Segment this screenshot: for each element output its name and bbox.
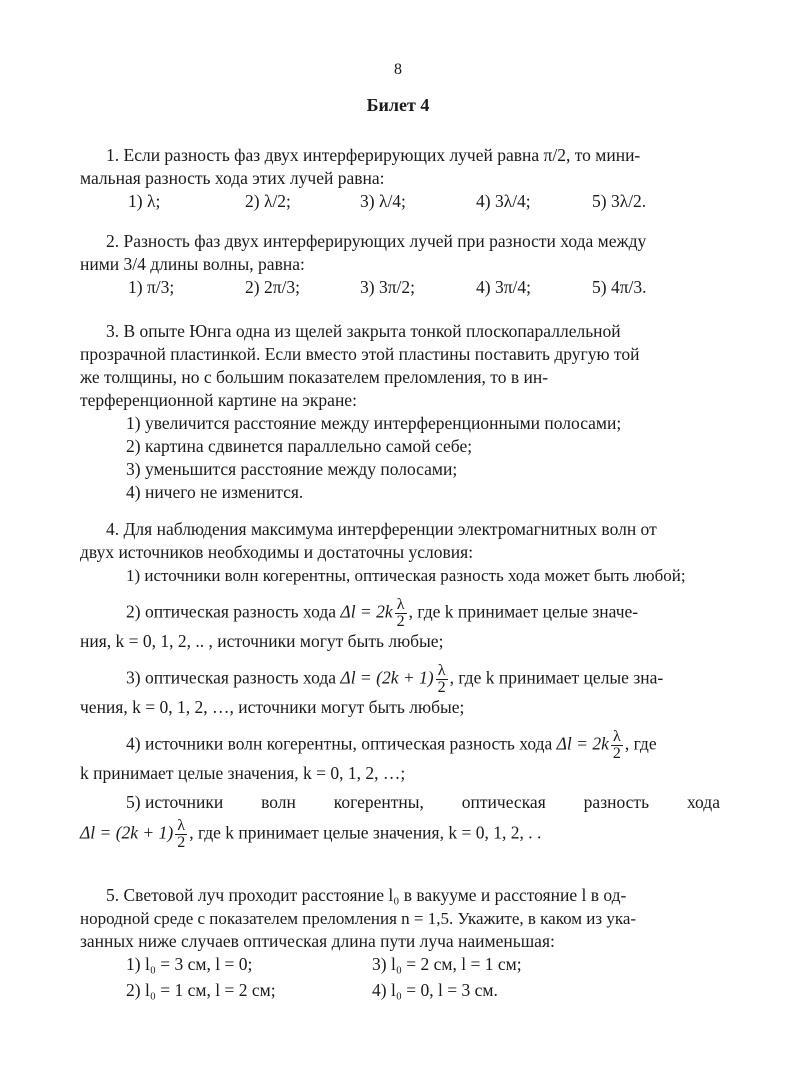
question-3: [80, 320, 720, 504]
question-5-text-line-2: нородной среде с показателем преломления n = 1,5. Укажите, в каком из ука-: [80, 909, 637, 928]
question-3-option-2[interactable]: 2) картина сдвинется параллельно самой себе;: [126, 436, 473, 456]
question-3-option-3[interactable]: 3) уменьшится расстояние между полосами;: [126, 459, 458, 479]
question-5-option-4[interactable]: 4) l₀ = 0, l = 3 см.: [372, 980, 498, 1000]
option-5-word: разность: [583, 792, 650, 812]
question-2-text-line-2: ними 3/4 длины волны, равна:: [80, 254, 305, 274]
question-2-option-1[interactable]: 1) π/3;: [128, 277, 175, 297]
question-4-option-5[interactable]: [80, 791, 720, 851]
question-5-text-line-1: 5. Световой луч проходит расстояние l₀ в вакууме и расстояние l в од-: [106, 885, 627, 905]
fraction-numerator: λ: [611, 729, 623, 746]
question-4-option-5-text: , где k принимает целые значения, k = 0, 1, 2, . .: [189, 822, 542, 843]
question-2-options: [80, 276, 720, 302]
question-1-option-3[interactable]: 3) λ/4;: [360, 191, 406, 211]
fraction-denominator: 2: [612, 745, 621, 762]
question-3-text-line-2: прозрачной пластинкой. Если вместо этой пластины поставить другую той: [80, 344, 640, 364]
question-4-option-4-formula: Δl = 2k: [556, 733, 609, 754]
question-4-option-2-text: 2) оптическая разность хода: [126, 601, 337, 622]
question-2-option-5[interactable]: 5) 4π/3.: [592, 277, 647, 297]
option-5-word: оптическая: [461, 792, 546, 812]
question-4-option-3-text: 3) оптическая разность хода: [126, 667, 337, 688]
question-5-options-row-1: [80, 953, 720, 979]
question-5-option-1[interactable]: 1) l₀ = 3 см, l = 0;: [126, 954, 253, 974]
question-5-options-row-2: [80, 979, 720, 1005]
question-3-text-line-3: же толщины, но с большим показателем преломления, то в ин-: [80, 367, 549, 387]
question-3-text-line-1: 3. В опыте Юнга одна из щелей закрыта тонкой плоскопараллельной: [106, 321, 621, 341]
page-number: 8: [394, 61, 402, 78]
question-1-options: [80, 190, 720, 216]
question-4-option-2[interactable]: [80, 597, 720, 653]
question-2-option-2[interactable]: 2) 2π/3;: [245, 277, 301, 297]
question-4-option-4-text: 4) источники волн когерентны, оптическая разность хода: [126, 733, 553, 754]
fraction-denominator: 2: [437, 679, 446, 696]
fraction-numerator: λ: [175, 818, 187, 835]
question-5-option-2[interactable]: 2) l₀ = 1 см, l = 2 см;: [126, 980, 276, 1000]
question-3-text-line-4: терференционной картине на экране:: [80, 390, 357, 410]
question-3-option-1[interactable]: 1) увеличится расстояние между интерференционными полосами;: [126, 413, 622, 433]
question-4-text-line-2: двух источников необходимы и достаточны условия:: [80, 542, 474, 562]
fraction-numerator: λ: [395, 597, 407, 614]
question-4-option-3-text-3: чения, k = 0, 1, 2, …, источники могут быть любые;: [80, 697, 465, 717]
lambda-over-2-fraction: [436, 663, 448, 696]
question-5: [80, 884, 720, 1005]
fraction-denominator: 2: [177, 834, 186, 851]
lambda-over-2-fraction: [175, 818, 187, 851]
option-5-word: 5) источники: [126, 792, 224, 812]
question-4-option-3-text-2: , где k принимает целые зна-: [449, 667, 664, 688]
option-5-word: хода: [686, 792, 720, 812]
question-4-option-3[interactable]: [80, 663, 720, 719]
question-1-option-1[interactable]: 1) λ;: [128, 191, 161, 211]
question-4-option-2-formula: Δl = 2k: [340, 601, 393, 622]
question-4-option-1[interactable]: 1) источники волн когерентны, оптическая разность хода может быть любой;: [126, 566, 686, 585]
question-5-option-3[interactable]: 3) l₀ = 2 см, l = 1 см;: [372, 954, 522, 974]
question-1-option-5[interactable]: 5) 3λ/2.: [592, 191, 647, 211]
question-1-text-line-2: мальная разность хода этих лучей равна:: [80, 168, 385, 188]
fraction-numerator: λ: [436, 663, 448, 680]
ticket-title: Билет 4: [366, 95, 430, 115]
question-5-text-line-3: занных ниже случаев оптическая длина пути луча наименьшая:: [80, 931, 555, 951]
question-4: [80, 518, 720, 851]
question-4-option-4-text-3: k принимает целые значения, k = 0, 1, 2, …;: [80, 763, 406, 783]
question-2-option-4[interactable]: 4) 3π/4;: [476, 277, 532, 297]
question-4-option-2-text-3: ния, k = 0, 1, 2, .. , источники могут быть любые;: [80, 631, 444, 651]
question-4-option-2-text-2: , где k принимает целые значе-: [408, 601, 639, 622]
fraction-denominator: 2: [396, 613, 405, 630]
option-5-word: когерентны,: [333, 792, 424, 812]
lambda-over-2-fraction: [611, 729, 623, 762]
question-2: [80, 230, 720, 302]
question-4-option-3-formula: Δl = (2k + 1): [340, 667, 434, 688]
question-1: [80, 144, 720, 216]
question-4-option-4-text-2: , где: [624, 733, 657, 754]
question-3-option-4[interactable]: 4) ничего не изменится.: [126, 482, 304, 502]
question-1-text-line-1: 1. Если разность фаз двух интерферирующих лучей равна π/2, то мини-: [106, 145, 641, 165]
question-1-option-4[interactable]: 4) 3λ/4;: [476, 191, 531, 211]
question-4-option-4[interactable]: [80, 729, 720, 785]
lambda-over-2-fraction: [395, 597, 407, 630]
question-4-option-5-formula: Δl = (2k + 1): [80, 822, 174, 843]
question-1-option-2[interactable]: 2) λ/2;: [245, 191, 291, 211]
question-4-option-5-line-1: [80, 791, 720, 814]
option-5-word: волн: [261, 792, 296, 812]
question-4-text-line-1: 4. Для наблюдения максимума интерференции электромагнитных волн от: [106, 519, 657, 539]
question-2-option-3[interactable]: 3) 3π/2;: [360, 277, 416, 297]
question-2-text-line-1: 2. Разность фаз двух интерферирующих лучей при разности хода между: [106, 231, 647, 251]
